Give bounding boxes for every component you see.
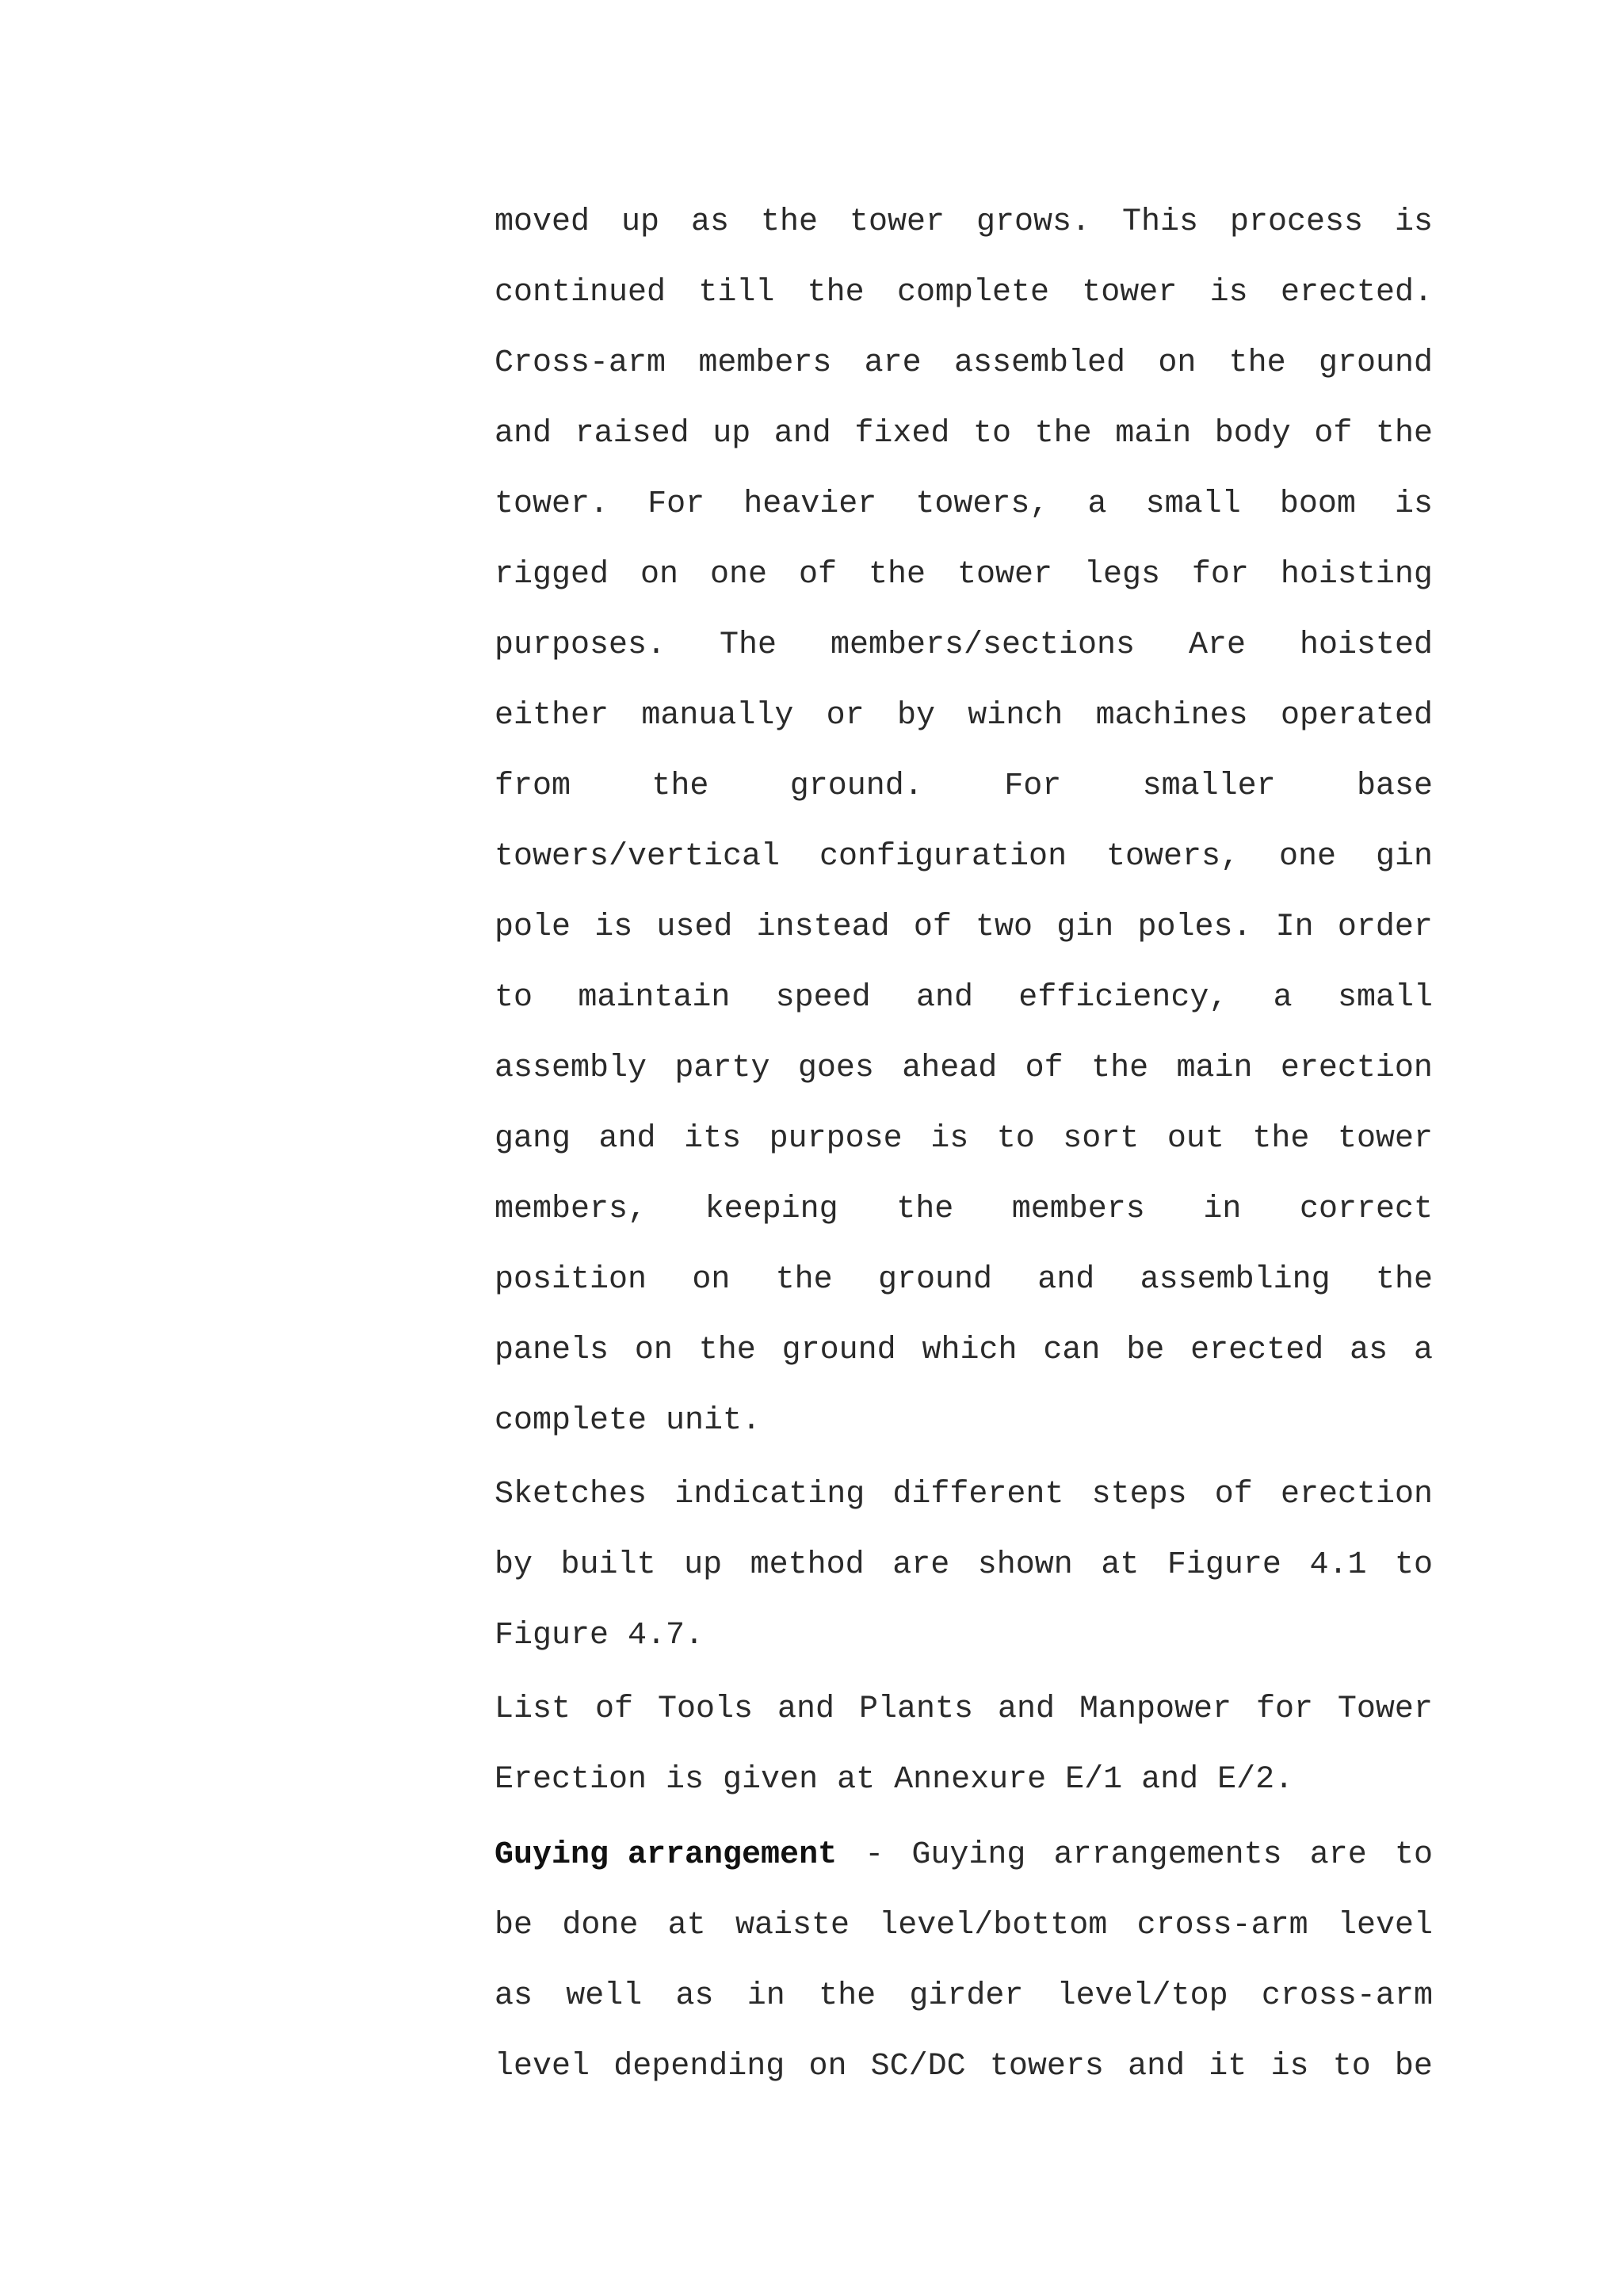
word: at <box>837 1762 876 1798</box>
word: be <box>495 1908 533 1943</box>
word: maintain <box>578 980 731 1016</box>
word: tower <box>1337 1121 1433 1157</box>
text-line <box>495 469 1433 540</box>
bold-heading: Guying arrangement <box>495 1837 838 1873</box>
text-line <box>495 1600 1433 1671</box>
word: small <box>1337 980 1433 1016</box>
word: and <box>777 1691 834 1727</box>
word: goes <box>797 1051 874 1086</box>
word: up <box>621 204 660 240</box>
word: and <box>915 980 973 1016</box>
word: the <box>807 275 865 311</box>
word: 4.7. <box>628 1618 705 1653</box>
word: the <box>896 1192 954 1227</box>
word: are <box>864 345 922 381</box>
word: towers, <box>1106 839 1240 875</box>
word: List <box>495 1691 571 1727</box>
word: one <box>1279 839 1337 875</box>
word: the <box>868 557 926 593</box>
word: towers <box>989 2049 1104 2084</box>
word: tower. <box>495 486 609 522</box>
word: of <box>1314 416 1353 452</box>
word: cross-arm <box>1261 1978 1433 2014</box>
word: on <box>634 1333 673 1368</box>
word: ground <box>877 1262 992 1298</box>
text-line <box>495 1674 1433 1745</box>
word: tower <box>849 204 945 240</box>
word: at <box>1101 1547 1140 1583</box>
word: members, <box>495 1192 647 1227</box>
word: E/1 <box>1065 1762 1123 1798</box>
word: For <box>647 486 705 522</box>
word: hoisting <box>1280 557 1433 593</box>
word: erected. <box>1280 275 1433 311</box>
word: given <box>723 1762 819 1798</box>
word: as <box>690 204 729 240</box>
word: up <box>684 1547 723 1583</box>
word: erection <box>1280 1477 1433 1512</box>
text-line <box>495 1174 1433 1245</box>
word: Sketches <box>495 1477 647 1512</box>
word: body <box>1214 416 1291 452</box>
word: can <box>1043 1333 1101 1368</box>
text-line <box>495 892 1433 963</box>
word: of <box>1025 1051 1064 1086</box>
word: steps <box>1091 1477 1187 1512</box>
word: The <box>720 627 777 663</box>
word: party <box>674 1051 770 1086</box>
word: order <box>1337 910 1433 945</box>
word: Are <box>1188 627 1246 663</box>
word: be <box>1126 1333 1165 1368</box>
word: base <box>1356 769 1433 804</box>
word: to <box>996 1121 1035 1157</box>
word: as <box>1350 1333 1388 1368</box>
word: erection <box>1280 1051 1433 1086</box>
word: level <box>1337 1908 1433 1943</box>
word: as <box>675 1978 714 2014</box>
word: raised <box>575 416 689 452</box>
word: is <box>1209 275 1248 311</box>
word: sort <box>1063 1121 1140 1157</box>
word: to <box>495 980 533 1016</box>
word: assembling <box>1140 1262 1331 1298</box>
word: it <box>1209 2049 1247 2084</box>
word: well <box>566 1978 643 2014</box>
text-line <box>495 1104 1433 1174</box>
word: tower <box>957 557 1052 593</box>
word: by <box>896 698 935 734</box>
word: This <box>1121 204 1198 240</box>
word: panels <box>495 1333 609 1368</box>
word: SC/DC <box>870 2049 966 2084</box>
word: Tools <box>657 1691 753 1727</box>
word: at <box>667 1908 706 1943</box>
word: position <box>495 1262 647 1298</box>
word: the <box>1034 416 1092 452</box>
word: from <box>495 769 571 804</box>
word: the <box>1375 1262 1433 1298</box>
text-line <box>495 1245 1433 1315</box>
word: ground <box>781 1333 896 1368</box>
word: is <box>594 910 633 945</box>
word: Plants <box>858 1691 973 1727</box>
word: instead <box>756 910 890 945</box>
word: ground. <box>789 769 923 804</box>
word: complete <box>896 275 1049 311</box>
word: is <box>1394 486 1433 522</box>
text-line <box>495 1386 1433 1456</box>
text-line <box>495 399 1433 469</box>
word: different <box>892 1477 1064 1512</box>
word: and <box>773 416 831 452</box>
word: process <box>1229 204 1363 240</box>
word: gang <box>495 1121 571 1157</box>
word: main <box>1176 1051 1253 1086</box>
word: rigged <box>495 557 609 593</box>
word: For <box>1004 769 1062 804</box>
word: unit. <box>666 1403 762 1439</box>
text-line <box>495 751 1433 822</box>
paragraph-erection-process <box>495 187 1433 1456</box>
word: small <box>1145 486 1241 522</box>
word: - <box>865 1837 884 1873</box>
word: to <box>1394 1547 1433 1583</box>
word: efficiency, <box>1018 980 1228 1016</box>
text-line <box>495 1745 1433 1815</box>
word: of <box>913 910 952 945</box>
word: shown <box>977 1547 1073 1583</box>
word: machines <box>1095 698 1248 734</box>
word: a <box>1087 486 1107 522</box>
word: keeping <box>705 1192 838 1227</box>
text-line <box>495 540 1433 610</box>
word: of <box>798 557 837 593</box>
word: on <box>808 2049 847 2084</box>
word: purpose <box>769 1121 903 1157</box>
word: done <box>562 1908 639 1943</box>
word: to <box>973 416 1012 452</box>
word: its <box>684 1121 742 1157</box>
text-line <box>495 822 1433 892</box>
word: tower <box>1082 275 1178 311</box>
word: Figure <box>495 1618 609 1653</box>
word: to <box>1332 2049 1371 2084</box>
word: indicating <box>674 1477 865 1512</box>
word: and <box>495 416 552 452</box>
word: are <box>892 1547 950 1583</box>
word: depending <box>613 2049 785 2084</box>
word: is <box>1394 204 1433 240</box>
word: one <box>709 557 767 593</box>
word: level/bottom <box>879 1908 1108 1943</box>
word: Figure <box>1167 1547 1281 1583</box>
word: purposes. <box>495 627 666 663</box>
word: In <box>1275 910 1314 945</box>
word: gin <box>1375 839 1433 875</box>
text-line <box>495 1820 1433 1890</box>
word: arrangements <box>1053 1837 1282 1873</box>
text-line <box>495 681 1433 751</box>
word: level <box>495 2049 590 2084</box>
word: configuration <box>819 839 1067 875</box>
word: the <box>1228 345 1286 381</box>
document-body <box>495 187 1433 2102</box>
text-line <box>495 187 1433 257</box>
text-line <box>495 1033 1433 1104</box>
word: Tower <box>1337 1691 1433 1727</box>
word: complete <box>495 1403 647 1439</box>
word: waiste <box>735 1908 850 1943</box>
word: and <box>1141 1762 1199 1798</box>
word: towers, <box>915 486 1049 522</box>
word: operated <box>1280 698 1433 734</box>
paragraph-tools-list <box>495 1674 1433 1815</box>
word: in <box>1203 1192 1242 1227</box>
paragraph-guying-arrangement <box>495 1820 1433 2102</box>
word: is <box>1270 2049 1309 2084</box>
word: of <box>1214 1477 1253 1512</box>
word: Cross-arm <box>495 345 666 381</box>
word: assembly <box>495 1051 647 1086</box>
word: as <box>495 1978 533 2014</box>
word: till <box>698 275 775 311</box>
word: correct <box>1299 1192 1433 1227</box>
word: and <box>997 1691 1055 1727</box>
text-line <box>495 1961 1433 2031</box>
word: of <box>594 1691 633 1727</box>
word: E/2. <box>1217 1762 1294 1798</box>
word: moved <box>495 204 590 240</box>
word: on <box>1158 345 1197 381</box>
word: the <box>651 769 709 804</box>
text-line <box>495 2031 1433 2102</box>
word: assembled <box>953 345 1126 381</box>
word: the <box>775 1262 833 1298</box>
text-line <box>495 963 1433 1033</box>
word: gin <box>1056 910 1114 945</box>
word: members <box>698 345 832 381</box>
word: continued <box>495 275 666 311</box>
word: members/sections <box>830 627 1136 663</box>
word: or <box>826 698 865 734</box>
word: manually <box>641 698 794 734</box>
word: the <box>760 204 818 240</box>
paragraph-sketches <box>495 1459 1433 1671</box>
text-line <box>495 1890 1433 1961</box>
word: pole <box>495 910 571 945</box>
word: heavier <box>743 486 877 522</box>
word: ahead <box>902 1051 998 1086</box>
text-line <box>495 610 1433 681</box>
word: fixed <box>854 416 950 452</box>
word: is <box>666 1762 705 1798</box>
word: for <box>1191 557 1249 593</box>
text-line <box>495 1530 1433 1600</box>
word: Manpower <box>1079 1691 1232 1727</box>
word: erected <box>1190 1333 1324 1368</box>
word: and <box>1037 1262 1095 1298</box>
word: the <box>1091 1051 1149 1086</box>
word: towers/vertical <box>495 839 781 875</box>
word: two <box>976 910 1033 945</box>
word: either <box>495 698 609 734</box>
word: a <box>1413 1333 1433 1368</box>
word: on <box>640 557 679 593</box>
word: and <box>598 1121 656 1157</box>
word: a <box>1273 980 1293 1016</box>
word: up <box>712 416 751 452</box>
word: and <box>1128 2049 1186 2084</box>
word: ground <box>1318 345 1433 381</box>
word: 4.1 <box>1309 1547 1367 1583</box>
word: in <box>747 1978 785 2014</box>
word: the <box>698 1333 756 1368</box>
text-line <box>495 257 1433 328</box>
word: Guying <box>911 1837 1026 1873</box>
word: girder <box>909 1978 1024 2014</box>
word: built <box>560 1547 656 1583</box>
word: members <box>1011 1192 1145 1227</box>
word: which <box>922 1333 1018 1368</box>
word: level/top <box>1056 1978 1228 2014</box>
word: smaller <box>1142 769 1276 804</box>
word: is <box>930 1121 969 1157</box>
text-line <box>495 328 1433 399</box>
word: main <box>1115 416 1192 452</box>
word: method <box>750 1547 865 1583</box>
word: the <box>819 1978 876 2014</box>
word: to <box>1394 1837 1433 1873</box>
word: speed <box>775 980 871 1016</box>
word: legs <box>1083 557 1160 593</box>
word: by <box>495 1547 533 1583</box>
text-line <box>495 1315 1433 1386</box>
word: poles. <box>1137 910 1252 945</box>
word: used <box>656 910 733 945</box>
word: Annexure <box>894 1762 1047 1798</box>
word: boom <box>1279 486 1356 522</box>
word: for <box>1255 1691 1313 1727</box>
word: on <box>692 1262 731 1298</box>
word: winch <box>968 698 1064 734</box>
word: Erection <box>495 1762 647 1798</box>
word: hoisted <box>1299 627 1433 663</box>
word: are <box>1309 1837 1367 1873</box>
word: grows. <box>976 204 1090 240</box>
word: the <box>1375 416 1433 452</box>
word: out <box>1167 1121 1224 1157</box>
word: cross-arm <box>1136 1908 1308 1943</box>
text-line <box>495 1459 1433 1530</box>
word: be <box>1394 2049 1433 2084</box>
word: the <box>1252 1121 1310 1157</box>
